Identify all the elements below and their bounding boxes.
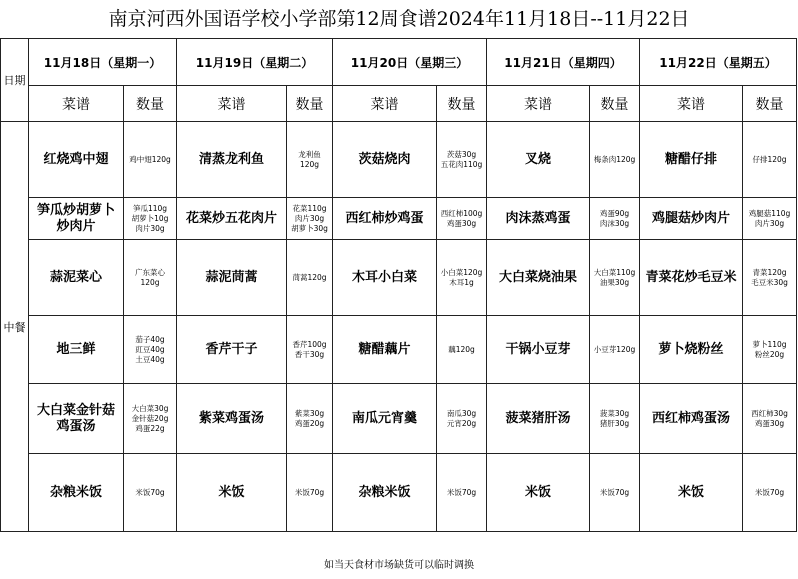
- quantity-cell: 香芹100g 香干30g: [287, 316, 333, 384]
- quantity-cell: 米饭70g: [437, 454, 487, 532]
- menu-row: [1, 240, 797, 316]
- day-header: 11月20日（星期三）: [333, 39, 487, 86]
- qty-column-header: 数量: [437, 86, 487, 122]
- dish-cell: 西红柿鸡蛋汤: [640, 384, 743, 454]
- quantity-cell: 小豆芽120g: [590, 316, 640, 384]
- qty-column-header: 数量: [287, 86, 333, 122]
- dish-cell: 地三鲜: [29, 316, 124, 384]
- qty-column-header: 数量: [590, 86, 640, 122]
- dish-cell: 肉沫蒸鸡蛋: [487, 198, 590, 240]
- dish-column-header: 菜谱: [487, 86, 590, 122]
- qty-column-header: 数量: [124, 86, 177, 122]
- quantity-cell: 小白菜120g 木耳1g: [437, 240, 487, 316]
- quantity-cell: 茄子40g 豇豆40g 土豆40g: [124, 316, 177, 384]
- qty-column-header: 数量: [743, 86, 797, 122]
- footer-note: 如当天食材市场缺货可以临时调换: [324, 560, 474, 571]
- menu-table: [0, 38, 797, 532]
- quantity-cell: 大白菜30g 金针菇20g 鸡蛋22g: [124, 384, 177, 454]
- dish-column-header: 菜谱: [640, 86, 743, 122]
- dish-cell: 南瓜元宵羹: [333, 384, 437, 454]
- quantity-cell: 萝卜110g 粉丝20g: [743, 316, 797, 384]
- dish-cell: 杂粮米饭: [29, 454, 124, 532]
- dish-cell: 茨菇烧肉: [333, 122, 437, 198]
- menu-row: [1, 454, 797, 532]
- quantity-cell: 米饭70g: [743, 454, 797, 532]
- dish-cell: 大白菜烧油果: [487, 240, 590, 316]
- dish-cell: 红烧鸡中翅: [29, 122, 124, 198]
- dish-cell: 叉烧: [487, 122, 590, 198]
- menu-row: [1, 316, 797, 384]
- quantity-cell: 南瓜30g 元宵20g: [437, 384, 487, 454]
- quantity-cell: 仔排120g: [743, 122, 797, 198]
- dish-cell: 米饭: [177, 454, 287, 532]
- date-label: 日期: [1, 39, 29, 122]
- quantity-cell: 大白菜110g 油果30g: [590, 240, 640, 316]
- dish-cell: 鸡腿菇炒肉片: [640, 198, 743, 240]
- dish-cell: 米饭: [487, 454, 590, 532]
- dish-cell: 清蒸龙利鱼: [177, 122, 287, 198]
- dish-cell: 香芹干子: [177, 316, 287, 384]
- dish-cell: 菠菜猪肝汤: [487, 384, 590, 454]
- dish-column-header: 菜谱: [29, 86, 124, 122]
- quantity-cell: 龙利鱼120g: [287, 122, 333, 198]
- dish-cell: 紫菜鸡蛋汤: [177, 384, 287, 454]
- day-header: 11月22日（星期五）: [640, 39, 797, 86]
- column-header-row: [1, 86, 797, 122]
- quantity-cell: 鸡中翅120g: [124, 122, 177, 198]
- quantity-cell: 西红柿100g 鸡蛋30g: [437, 198, 487, 240]
- dish-cell: 大白菜金针菇鸡蛋汤: [29, 384, 124, 454]
- dish-cell: 糖醋仔排: [640, 122, 743, 198]
- day-header-row: [1, 39, 797, 86]
- dish-column-header: 菜谱: [177, 86, 287, 122]
- day-header: 11月21日（星期四）: [487, 39, 640, 86]
- quantity-cell: 鸡蛋90g 肉沫30g: [590, 198, 640, 240]
- dish-cell: 西红柿炒鸡蛋: [333, 198, 437, 240]
- dish-cell: 糖醋藕片: [333, 316, 437, 384]
- dish-cell: 笋瓜炒胡萝卜炒肉片: [29, 198, 124, 240]
- quantity-cell: 米饭70g: [590, 454, 640, 532]
- menu-row: [1, 198, 797, 240]
- dish-cell: 木耳小白菜: [333, 240, 437, 316]
- dish-cell: 干锅小豆芽: [487, 316, 590, 384]
- quantity-cell: 米饭70g: [287, 454, 333, 532]
- quantity-cell: 茨菇30g 五花肉110g: [437, 122, 487, 198]
- quantity-cell: 藕120g: [437, 316, 487, 384]
- quantity-cell: 鸡腿菇110g 肉片30g: [743, 198, 797, 240]
- page-title: 南京河西外国语学校小学部第12周食谱2024年11月18日--11月22日: [108, 8, 690, 30]
- quantity-cell: 西红柿30g 鸡蛋30g: [743, 384, 797, 454]
- quantity-cell: 菠菜30g 猪肝30g: [590, 384, 640, 454]
- dish-cell: 花菜炒五花肉片: [177, 198, 287, 240]
- quantity-cell: 米饭70g: [124, 454, 177, 532]
- dish-column-header: 菜谱: [333, 86, 437, 122]
- quantity-cell: 梅条肉120g: [590, 122, 640, 198]
- dish-cell: 蒜泥菜心: [29, 240, 124, 316]
- meal-label: 中餐: [1, 122, 29, 532]
- dish-cell: 米饭: [640, 454, 743, 532]
- dish-cell: 萝卜烧粉丝: [640, 316, 743, 384]
- dish-cell: 蒜泥茼蒿: [177, 240, 287, 316]
- menu-body: [1, 39, 797, 532]
- day-header: 11月18日（星期一）: [29, 39, 177, 86]
- menu-row: [1, 122, 797, 198]
- quantity-cell: 紫菜30g 鸡蛋20g: [287, 384, 333, 454]
- quantity-cell: 笋瓜110g 胡萝卜10g 肉片30g: [124, 198, 177, 240]
- quantity-cell: 花菜110g 肉片30g 胡萝卜30g: [287, 198, 333, 240]
- dish-cell: 青菜花炒毛豆米: [640, 240, 743, 316]
- quantity-cell: 茼蒿120g: [287, 240, 333, 316]
- quantity-cell: 青菜120g 毛豆米30g: [743, 240, 797, 316]
- dish-cell: 杂粮米饭: [333, 454, 437, 532]
- day-header: 11月19日（星期二）: [177, 39, 333, 86]
- menu-row: [1, 384, 797, 454]
- quantity-cell: 广东菜心 120g: [124, 240, 177, 316]
